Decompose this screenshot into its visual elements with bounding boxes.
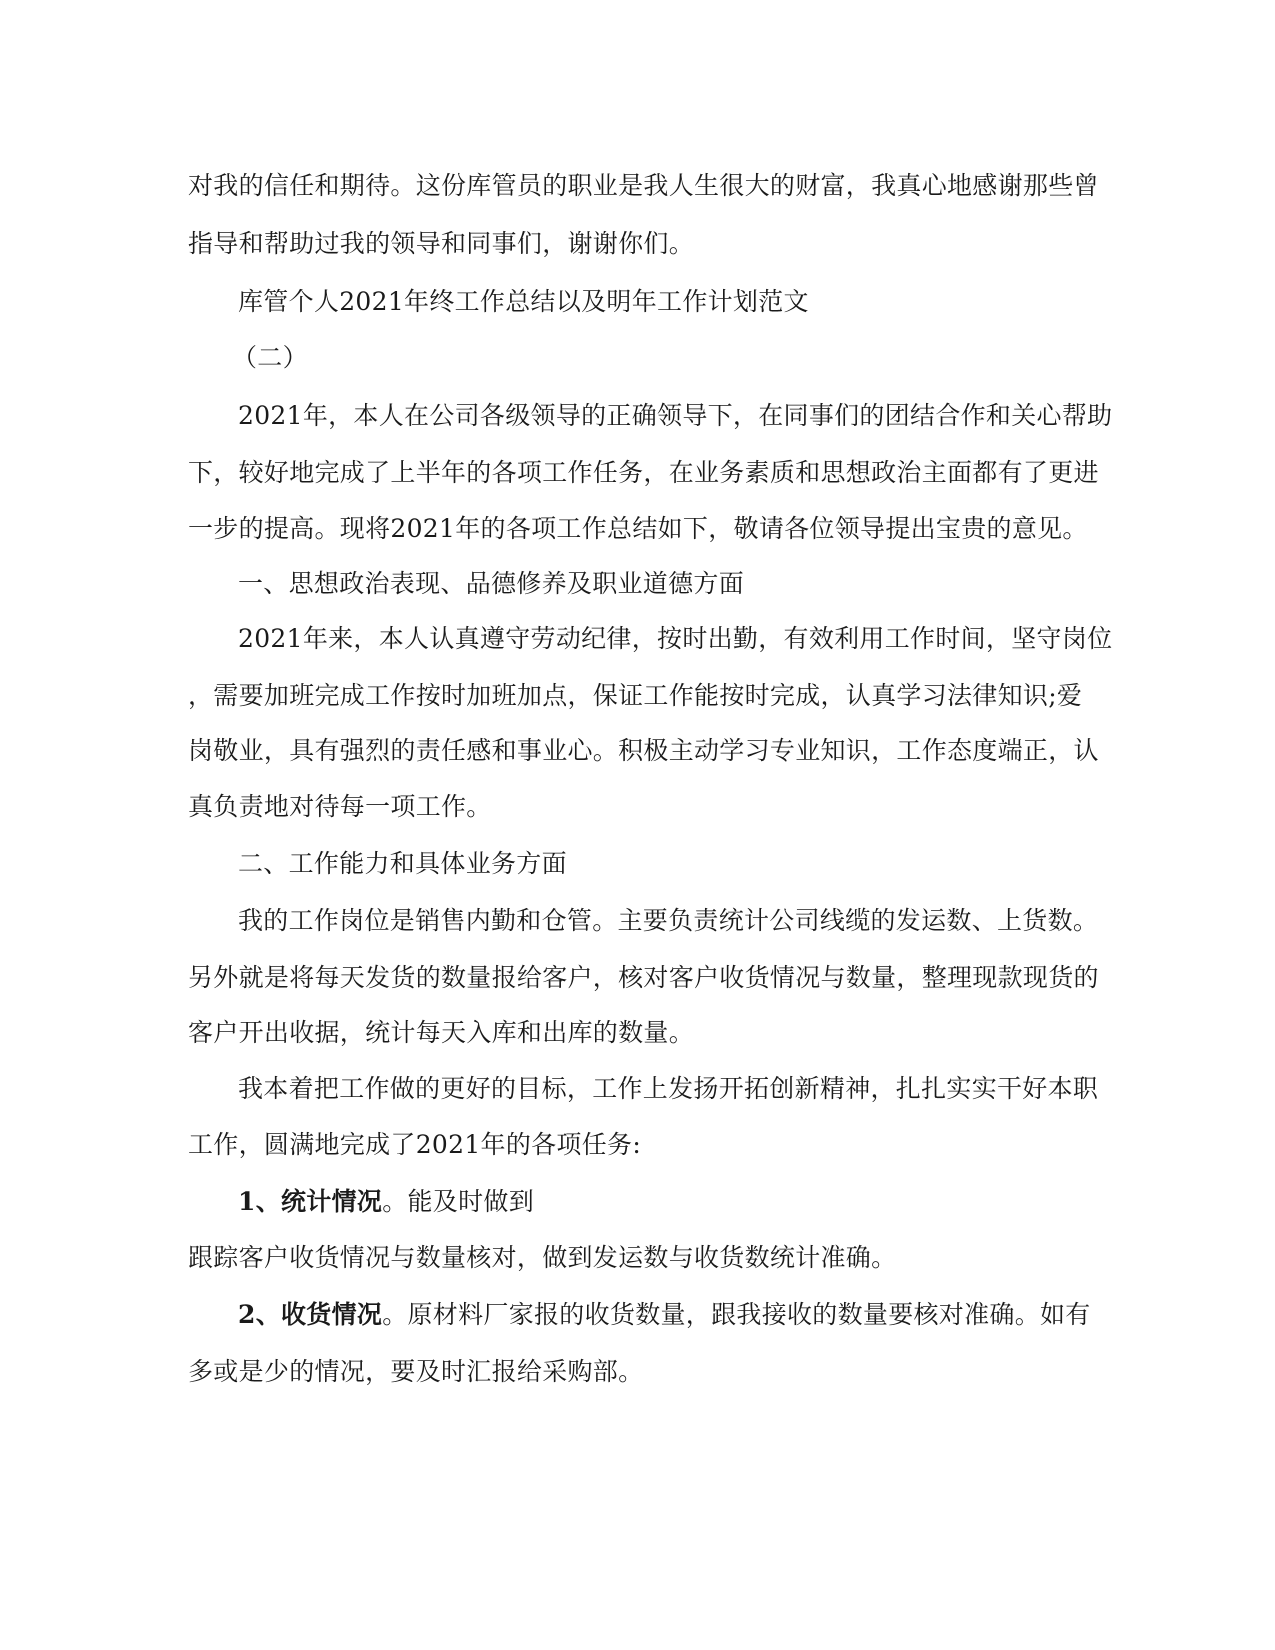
section-subtitle: （二） — [232, 343, 308, 372]
list-item-2-label: 2、收货情况 — [238, 1300, 383, 1329]
paragraph-line: 岗敬业，具有强烈的责任感和事业心。积极主动学习专业知识，工作态度端正，认 — [188, 736, 1099, 765]
paragraph-line: 对我的信任和期待。这份库管员的职业是我人生很大的财富，我真心地感谢那些曾 — [188, 171, 1099, 200]
list-item-1-text: 。能及时做到 — [382, 1187, 535, 1216]
list-item-1-label: 1、统计情况 — [238, 1187, 383, 1216]
list-item-1 — [238, 1184, 534, 1220]
paragraph-line: 真负责地对待每一项工作。 — [188, 792, 492, 821]
list-item-2-text: 。原材料厂家报的收货数量，跟我接收的数量要核对准确。如有 — [382, 1300, 1091, 1329]
paragraph-line: 2021年，本人在公司各级领导的正确领导下，在同事们的团结合作和关心帮助 — [238, 401, 1113, 430]
paragraph-line: ，需要加班完成工作按时加班加点，保证工作能按时完成，认真学习法律知识;爱 — [188, 681, 1083, 710]
paragraph-line: 一步的提高。现将2021年的各项工作总结如下，敬请各位领导提出宝贵的意见。 — [188, 514, 1088, 543]
heading-two: 二、工作能力和具体业务方面 — [238, 849, 567, 878]
paragraph-line: 下，较好地完成了上半年的各项工作任务，在业务素质和思想政治主面都有了更进 — [188, 458, 1099, 487]
paragraph-line: 工作，圆满地完成了2021年的各项任务: — [188, 1130, 642, 1159]
paragraph-line: 我的工作岗位是销售内勤和仓管。主要负责统计公司线缆的发运数、上货数。 — [238, 906, 1099, 935]
heading-one: 一、思想政治表现、品德修养及职业道德方面 — [238, 569, 745, 598]
paragraph-line: 我本着把工作做的更好的目标，工作上发扬开拓创新精神，扎扎实实干好本职 — [238, 1074, 1099, 1103]
list-item-2 — [238, 1297, 1091, 1333]
paragraph-line: 多或是少的情况，要及时汇报给采购部。 — [188, 1357, 644, 1386]
paragraph-line: 指导和帮助过我的领导和同事们，谢谢你们。 — [188, 229, 695, 258]
section-title: 库管个人2021年终工作总结以及明年工作计划范文 — [238, 287, 809, 316]
paragraph-line: 客户开出收据，统计每天入库和出库的数量。 — [188, 1018, 695, 1047]
paragraph-line: 跟踪客户收货情况与数量核对，做到发运数与收货数统计准确。 — [188, 1243, 897, 1272]
paragraph-line: 2021年来，本人认真遵守劳动纪律，按时出勤，有效利用工作时间，坚守岗位 — [238, 624, 1113, 653]
paragraph-line: 另外就是将每天发货的数量报给客户，核对客户收货情况与数量，整理现款现货的 — [188, 963, 1099, 992]
